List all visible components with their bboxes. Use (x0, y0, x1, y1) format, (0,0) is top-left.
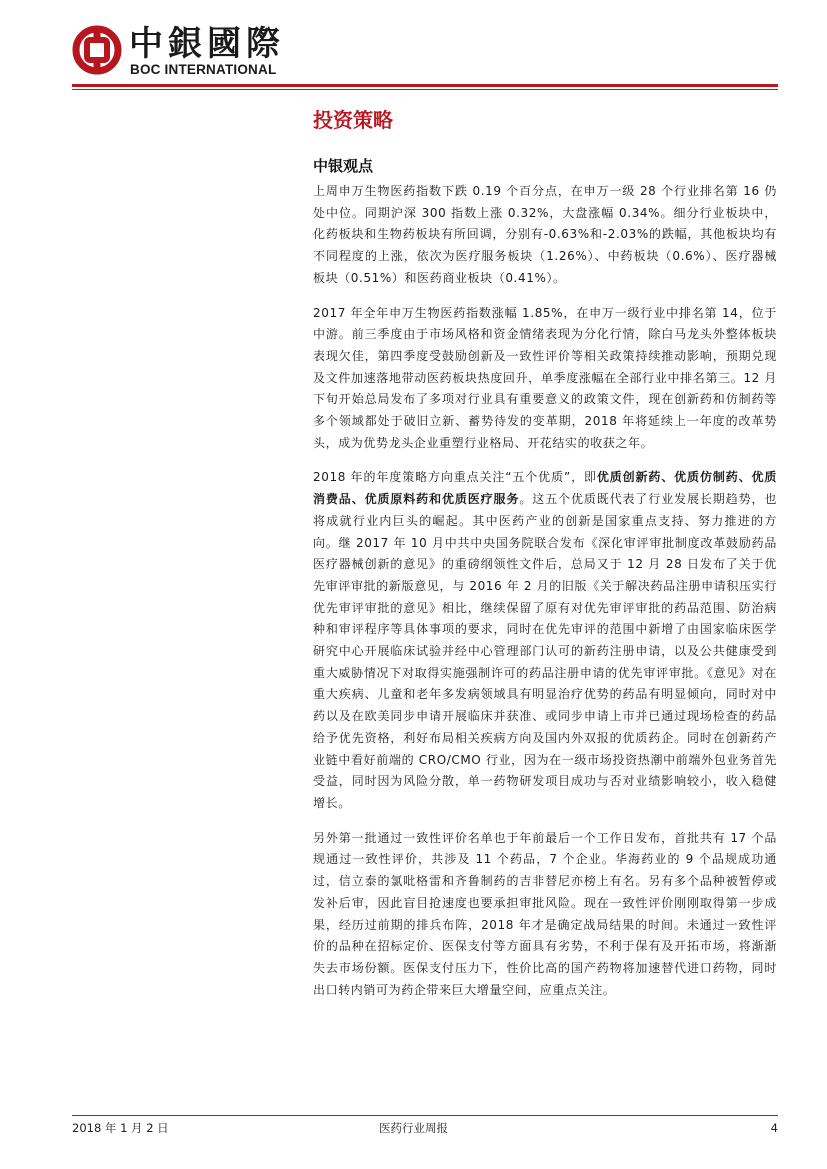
paragraph-strategy (313, 467, 777, 814)
paragraph-consistency-evaluation: 另外第一批通过一致性评价名单也于年前最后一个工作日发布，首批共有 17 个品规通过一致性评价，共涉及 11 个药品，7 个企业。华海药业的 9 个品规成功通过，信立泰的氯吡格雷和齐鲁制药的吉非替尼亦榜上有名。另有多个品种被暂停或发补后审，因此盲目抢速度也要承担审批风险。现在一致性评价刚刚取得第一步成果，经历过前期的排兵布阵，2018 年才是确定战局结果的时间。未通过一致性评价的品种在招标定价、医保支付等方面具有劣势，不利于保有及开拓市场，将渐渐失去市场份额。医保支付压力下，性价比高的国产药物将加速替代进口药物，同时出口转内销可为药企带来巨大增量空间，应重点关注。 (313, 830, 777, 997)
section-title: 投资策略 (313, 108, 393, 132)
boc-logo (72, 24, 312, 80)
paragraph-weekly-market: 上周申万生物医药指数下跌 0.19 个百分点，在申万一级 28 个行业排名第 16 仍处中位。同期沪深 300 指数上涨 0.32%，大盘涨幅 0.34%。细分行业板块中，化药板块和生物药板块有所回调，分别有-0.63%和-2.03%的跌幅，其他板块均有不同程度的上涨，依次为医疗服务板块（1.26%）、中药板块（0.6%）、医疗器械板块（0.51%）和医药商业板块（0.41%）。 (313, 184, 777, 285)
strategy-rest: 。这五个优质既代表了行业发展长期趋势，也将成就行业内巨头的崛起。其中医药产业的创新是国家重点支持、努力推进的方向。继 2017 年 10 月中共中央国务院联合发布《深化审评审批制度改革鼓励药品医疗器械创新的意见》的重磅纲领性文件后，总局又于 12 月 28 日发布了关于优先审评审批的新版意见，与 2016 年 2 月的旧版《关于解决药品注册申请积压实行优先审评审批的意见》相比，继续保留了原有对优先审评审批的药品范围、防治病种和审评程序等具体事项的要求，同时在优先审评的范围中新增了由国家临床医学研究中心开展临床试验并经中心管理部门认可的新药注册申请，以及公共健康受到重大威胁情况下对取得实施强制许可的药品注册申请的优先审评审批。《意见》对在重大疾病、儿童和老年多发病领域具有明显治疗优势的药品有明显倾向，同时对中药以及在欧美同步申请开展临床并获准、或同步申请上市并已通过现场检查的药品给予优先资格，利好布局相关疾病方向及国内外双报的优质药企。同时在创新药产业链中看好前端的 CRO/CMO 行业，因为在一级市场投资热潮中前端外包业务首先受益，同时因为风险分散，单一药物研发项目成功与否对业绩影响较小，收入稳健增长。 (313, 492, 777, 810)
header-rule-thin (72, 89, 778, 90)
body-text (313, 181, 777, 1014)
page-number: 4 (770, 1121, 778, 1135)
strategy-highlight: 优质创新药、优质仿制药、优质消费品、优质原料药和优质医疗服务 (313, 470, 777, 507)
footer-rule (72, 1115, 778, 1116)
footer-publication: 医药行业周报 (379, 1121, 448, 1135)
boc-coin-icon (72, 25, 122, 75)
footer-date: 2018 年 1 月 2 日 (72, 1121, 169, 1135)
logo-chinese-text: 中銀國際 (129, 24, 285, 64)
header-rule-thick (72, 84, 778, 87)
paragraph-annual-review: 2017 年全年申万生物医药指数涨幅 1.85%，在申万一级行业中排名第 14，位于中游。前三季度由于市场风格和资金情绪表现为分化行情，除白马龙头外整体板块表现欠佳，第四季度受鼓励创新及一致性评价等相关政策持续推动影响，预期兑现及文件加速落地带动医药板块热度回升，单季度涨幅在全部行业中排名第三。12 月下旬开始总局发布了多项对行业具有重要意义的政策文件，现在创新药和仿制药等多个领域都处于破旧立新、蓄势待发的变革期，2018 年将延续上一年度的改革势头，成为优势龙头企业重塑行业格局、开花结实的收获之年。 (313, 305, 777, 450)
strategy-intro: 2018 年的年度策略方向重点关注“五个优质”，即 (313, 470, 597, 485)
sub-heading: 中银观点 (313, 157, 374, 175)
logo-english-text: BOC INTERNATIONAL (130, 62, 277, 77)
